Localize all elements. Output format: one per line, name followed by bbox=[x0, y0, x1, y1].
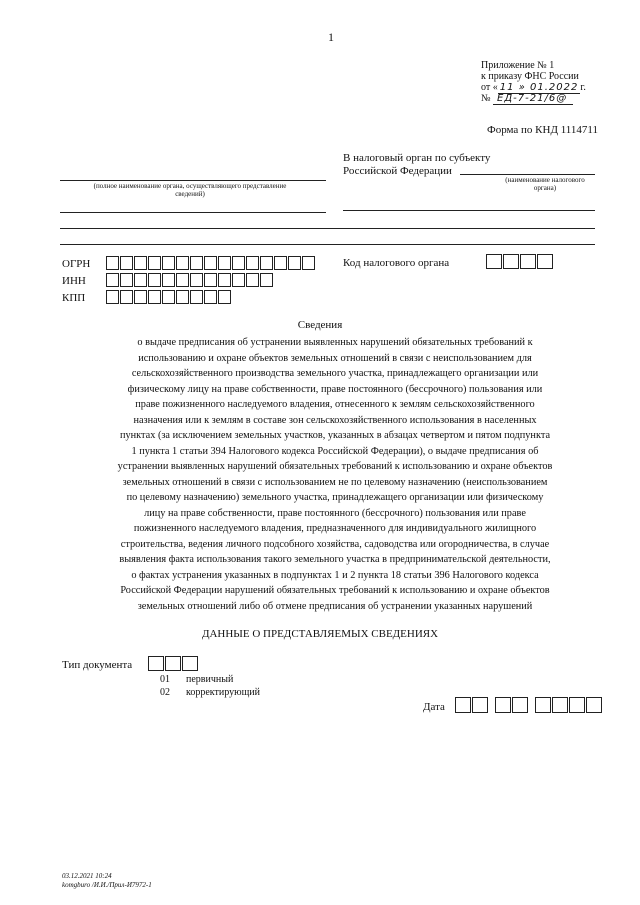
input-cell[interactable] bbox=[503, 254, 519, 269]
input-cell[interactable] bbox=[148, 256, 161, 270]
input-cell[interactable] bbox=[218, 273, 231, 287]
appendix-number: № ЕД-7-21/6@ bbox=[481, 93, 586, 105]
appendix-block bbox=[481, 60, 586, 105]
input-cell[interactable] bbox=[535, 697, 551, 713]
body-line: земельных отношений либо об отмене предписания об устранении указанных нарушений bbox=[137, 600, 533, 612]
body-line: физическому лицу на праве собственности, праве постоянного (бессрочного) пользования или bbox=[127, 383, 543, 395]
doc-type-opt1-label: первичный bbox=[186, 674, 234, 685]
doc-type-cells[interactable] bbox=[148, 656, 199, 671]
input-cell[interactable] bbox=[512, 697, 528, 713]
input-cell[interactable] bbox=[134, 256, 147, 270]
input-cell[interactable] bbox=[190, 256, 203, 270]
input-cell[interactable] bbox=[232, 273, 245, 287]
section-title: ДАННЫЕ О ПРЕДСТАВЛЯЕМЫХ СВЕДЕНИЯХ bbox=[201, 628, 439, 640]
input-cell[interactable] bbox=[148, 656, 164, 671]
input-cell[interactable] bbox=[486, 254, 502, 269]
body-line: Российской Федерации нарушений обязательных требований к использованию и охране объектов bbox=[120, 585, 550, 596]
document-title: Сведения bbox=[297, 319, 343, 331]
input-cell[interactable] bbox=[162, 273, 175, 287]
body-line: праве пожизненного наследуемого владения, отнесенного к землям сельскохозяйственного bbox=[135, 399, 535, 410]
input-cell[interactable] bbox=[162, 290, 175, 304]
input-cell[interactable] bbox=[274, 256, 287, 270]
form-code: Форма по КНД 1114711 bbox=[487, 124, 598, 136]
appendix-date-hand: 11 » 01.2022 bbox=[499, 82, 579, 93]
input-cell[interactable] bbox=[134, 273, 147, 287]
input-cell[interactable] bbox=[586, 697, 602, 713]
input-cell[interactable] bbox=[120, 273, 133, 287]
body-line: о фактах устранения указанных в подпунктах 1 и 2 пункта 18 статьи 396 Налогового кодекса bbox=[131, 569, 539, 581]
inn-label: ИНН bbox=[62, 275, 86, 287]
footer-line2: komgburo /И.И./Прил-И7972-1 bbox=[62, 881, 152, 889]
appendix-date: от « 11 » 01.2022 г. bbox=[481, 82, 586, 93]
body-line: пожизненного наследуемого владения, предназначенного для индивидуального жилищного bbox=[133, 523, 537, 534]
body-line: устранении выявленных нарушений обязательных требований к использованию и охране объектов bbox=[117, 461, 553, 472]
input-cell[interactable] bbox=[288, 256, 301, 270]
doc-type-opt2-code: 02 bbox=[160, 687, 170, 698]
input-cell[interactable] bbox=[302, 256, 315, 270]
date-month-cells[interactable] bbox=[495, 697, 529, 713]
body-line: использованию и охране объектов земельных отношений в связи с неиспользованием для bbox=[138, 352, 532, 364]
input-cell[interactable] bbox=[232, 256, 245, 270]
input-cell[interactable] bbox=[190, 290, 203, 304]
appendix-number-hand: ЕД-7-21/6@ bbox=[493, 93, 573, 105]
kpp-cells[interactable] bbox=[106, 290, 232, 304]
input-cell[interactable] bbox=[218, 290, 231, 304]
tax-code-label: Код налогового органа bbox=[343, 257, 450, 269]
ogrn-label: ОГРН bbox=[62, 258, 91, 270]
input-cell[interactable] bbox=[472, 697, 488, 713]
doc-type-label: Тип документа bbox=[62, 659, 133, 671]
appendix-line1: Приложение № 1 bbox=[481, 60, 555, 71]
input-cell[interactable] bbox=[455, 697, 471, 713]
input-cell[interactable] bbox=[176, 273, 189, 287]
input-cell[interactable] bbox=[176, 290, 189, 304]
sender-line-3 bbox=[60, 228, 595, 229]
input-cell[interactable] bbox=[148, 290, 161, 304]
input-cell[interactable] bbox=[106, 273, 119, 287]
input-cell[interactable] bbox=[260, 256, 273, 270]
input-cell[interactable] bbox=[120, 290, 133, 304]
input-cell[interactable] bbox=[162, 256, 175, 270]
footer-line1: 03.12.2021 10:24 bbox=[62, 872, 112, 880]
tax-org-caption: (наименование налогового органа) bbox=[505, 176, 585, 192]
date-year-cells[interactable] bbox=[535, 697, 603, 713]
body-line: лицу на праве собственности, праве постоянного (бессрочного) пользования или праве bbox=[144, 507, 526, 519]
input-cell[interactable] bbox=[204, 256, 217, 270]
input-cell[interactable] bbox=[106, 290, 119, 304]
input-cell[interactable] bbox=[495, 697, 511, 713]
date-label: Дата bbox=[423, 701, 445, 713]
input-cell[interactable] bbox=[246, 273, 259, 287]
sender-line-4 bbox=[60, 244, 595, 245]
doc-type-opt2-label: корректирующий bbox=[186, 687, 260, 698]
footer bbox=[62, 872, 152, 890]
input-cell[interactable] bbox=[569, 697, 585, 713]
sender-caption: (полное наименование органа, осуществляющего представление сведений) bbox=[93, 182, 287, 198]
date-day-cells[interactable] bbox=[455, 697, 489, 713]
body-line: выявления факта использования такого земельного участка в предпринимательской деятельности, bbox=[119, 554, 551, 565]
input-cell[interactable] bbox=[218, 256, 231, 270]
tax-org-line1: В налоговый орган по субъекту bbox=[343, 152, 491, 164]
body-line: земельных отношений в связи с использованием не по целевому назначению (неиспользованием bbox=[122, 476, 548, 488]
input-cell[interactable] bbox=[106, 256, 119, 270]
tax-org-line2: Российской Федерации bbox=[343, 165, 452, 177]
tax-org-line-extra bbox=[343, 210, 595, 211]
input-cell[interactable] bbox=[176, 256, 189, 270]
input-cell[interactable] bbox=[148, 273, 161, 287]
kpp-label: КПП bbox=[62, 292, 86, 304]
page-number: 1 bbox=[328, 30, 334, 44]
tax-org-name-line bbox=[460, 174, 595, 175]
body-line: о выдаче предписания об устранении выявленных нарушений обязательных требований к bbox=[137, 337, 533, 348]
tax-code-cells[interactable] bbox=[486, 254, 554, 269]
body-line: пунктах (за исключением земельных участков, указанных в абзацах четвертом и пятом подпункта bbox=[119, 430, 551, 441]
input-cell[interactable] bbox=[260, 273, 273, 287]
sender-line-1 bbox=[60, 180, 326, 181]
document-body bbox=[70, 335, 600, 614]
input-cell[interactable] bbox=[165, 656, 181, 671]
body-line: 1 пункта 1 статьи 394 Налогового кодекса Российской Федерации), о выдаче предписания об bbox=[131, 445, 539, 457]
input-cell[interactable] bbox=[190, 273, 203, 287]
input-cell[interactable] bbox=[520, 254, 536, 269]
input-cell[interactable] bbox=[204, 273, 217, 287]
body-line: по целевому назначению) земельного участка, принадлежащего организации или физическому bbox=[126, 492, 544, 503]
input-cell[interactable] bbox=[120, 256, 133, 270]
input-cell[interactable] bbox=[537, 254, 553, 269]
inn-cells[interactable] bbox=[106, 273, 274, 287]
body-line: назначения или к землям в составе зон сельскохозяйственного использования в населенных bbox=[133, 414, 537, 426]
sender-line-2 bbox=[60, 212, 326, 213]
input-cell[interactable] bbox=[134, 290, 147, 304]
appendix-line2: к приказу ФНС России bbox=[481, 71, 579, 82]
input-cell[interactable] bbox=[552, 697, 568, 713]
input-cell[interactable] bbox=[204, 290, 217, 304]
ogrn-cells[interactable] bbox=[106, 256, 316, 270]
doc-type-opt1-code: 01 bbox=[160, 674, 170, 685]
input-cell[interactable] bbox=[246, 256, 259, 270]
body-line: строительства, ведения личного подсобного хозяйства, садоводства или огородничества, в случае bbox=[120, 538, 550, 550]
input-cell[interactable] bbox=[182, 656, 198, 671]
body-line: сельскохозяйственного производства земельного участка, принадлежащего организации или bbox=[131, 368, 539, 379]
